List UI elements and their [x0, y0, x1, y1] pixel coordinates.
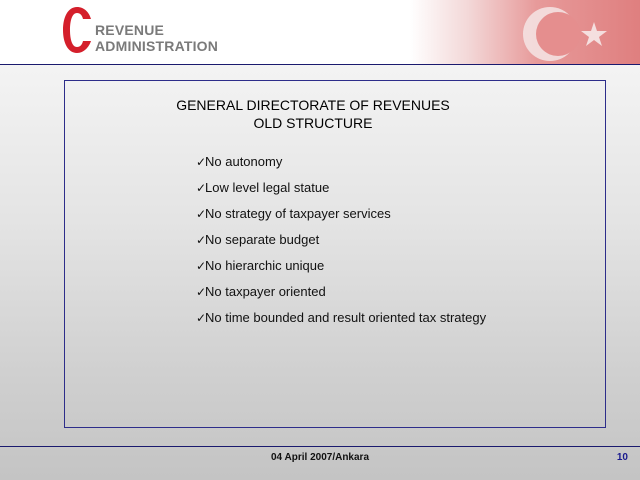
- bullet-text: No separate budget: [205, 232, 320, 247]
- bullet-text: No hierarchic unique: [205, 258, 325, 273]
- title-line2: OLD STRUCTURE: [253, 115, 373, 131]
- checkmark-icon: ✓: [196, 285, 207, 299]
- brand-line1: REVENUE: [95, 22, 165, 38]
- list-item: [196, 206, 486, 232]
- bullet-text: No taxpayer oriented: [205, 284, 326, 299]
- flag-banner: [410, 0, 640, 64]
- footer-divider: [0, 446, 640, 447]
- header-divider: [0, 64, 640, 65]
- bullet-text: No autonomy: [205, 154, 283, 169]
- content-frame: [64, 80, 606, 428]
- turkish-flag-icon: [490, 0, 640, 64]
- revenue-administration-logo-icon: [62, 5, 92, 55]
- bullet-text: Low level legal statue: [205, 180, 330, 195]
- list-item: [196, 284, 486, 310]
- bullet-text: No strategy of taxpayer services: [205, 206, 391, 221]
- checkmark-icon: ✓: [196, 311, 207, 325]
- checkmark-icon: ✓: [196, 233, 207, 247]
- checkmark-icon: ✓: [196, 181, 207, 195]
- title-line1: GENERAL DIRECTORATE OF REVENUES: [176, 97, 450, 113]
- header-bar: [0, 0, 640, 64]
- slide-title: [65, 96, 561, 132]
- page-number: 10: [616, 452, 628, 463]
- list-item: [196, 258, 486, 284]
- bullet-list: [196, 154, 486, 336]
- list-item: [196, 310, 486, 336]
- checkmark-icon: ✓: [196, 155, 207, 169]
- footer-date-place: 04 April 2007/Ankara: [270, 452, 370, 463]
- list-item: [196, 154, 486, 180]
- list-item: [196, 232, 486, 258]
- brand-line2: ADMINISTRATION: [95, 38, 219, 54]
- brand-name: [95, 22, 218, 54]
- checkmark-icon: ✓: [196, 207, 207, 221]
- bullet-text: No time bounded and result oriented tax strategy: [205, 310, 487, 325]
- list-item: [196, 180, 486, 206]
- checkmark-icon: ✓: [196, 259, 207, 273]
